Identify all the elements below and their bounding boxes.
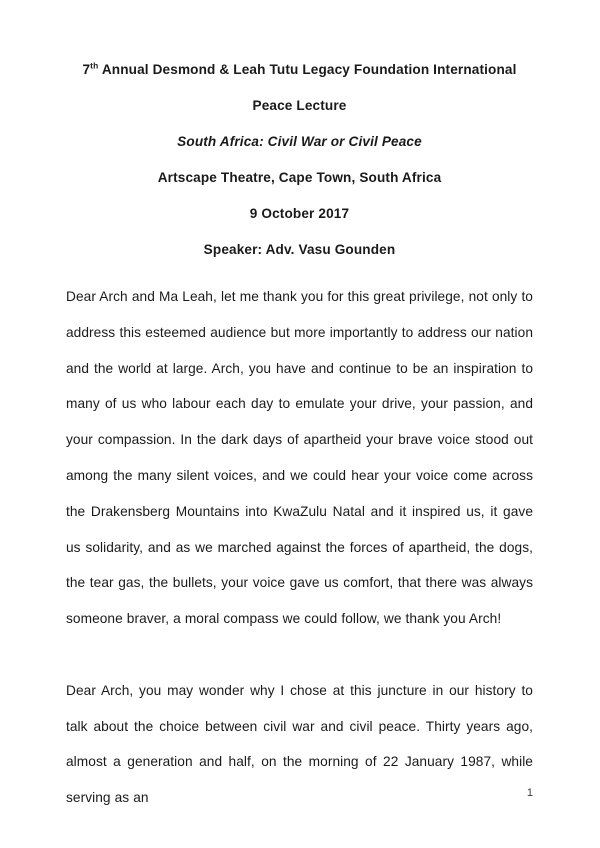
title-line-1-text: Annual Desmond & Leah Tutu Legacy Foundation International — [98, 62, 517, 77]
document-subtitle: South Africa: Civil War or Civil Peace — [177, 134, 422, 149]
document-heading-block — [66, 0, 533, 268]
document-date: 9 October 2017 — [249, 206, 350, 221]
document-title-line-2: Peace Lecture — [252, 98, 347, 113]
document-venue: Artscape Theatre, Cape Town, South Africa — [157, 170, 442, 185]
title-ordinal-suffix: th — [90, 60, 99, 71]
document-body-block — [66, 268, 533, 816]
document-paragraph-1: Dear Arch and Ma Leah, let me thank you for this great privilege, not only to address this esteemed audience but more importantly to address our nation and the world at large. Arch, you have and continue to be an inspiration to many of us who labour each day to emulate your drive, your passion, and your compassion. In the dark days of apartheid your brave voice stood out among the many silent voices, and we could hear your voice come across the Drakensberg Mountains into KwaZulu Natal and it inspired us, it gave us solidarity, and as we marched against the forces of apartheid, the dogs, the tear gas, the bullets, your voice gave us comfort, that there was always someone braver, a moral compass we could follow, we thank you Arch! — [66, 289, 533, 627]
document-text-column — [66, 0, 533, 816]
title-ordinal-number: 7 — [82, 62, 91, 77]
document-speaker: Speaker: Adv. Vasu Gounden — [203, 242, 396, 257]
document-paragraph-2: Dear Arch, you may wonder why I chose at this juncture in our history to talk about the choice between civil war and civil peace. Thirty years ago, almost a generation and half, on the morning of 22 January 1987, while serving as an — [66, 682, 533, 806]
page-number: 1 — [526, 787, 533, 799]
document-title-line-1 — [66, 52, 533, 88]
